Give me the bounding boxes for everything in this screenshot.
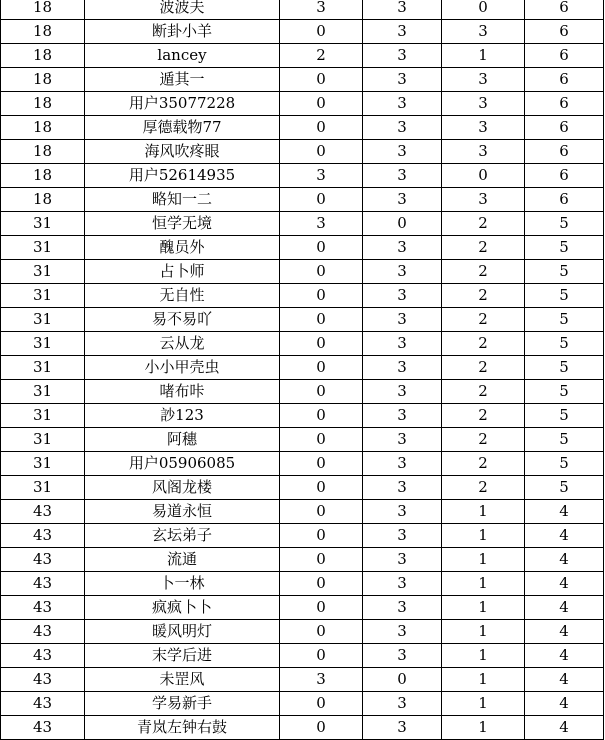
total-score-cell: 5 — [525, 476, 604, 500]
score-col-1-cell: 0 — [280, 20, 363, 44]
rank-cell: 18 — [1, 164, 85, 188]
score-col-3-cell: 3 — [442, 188, 525, 212]
total-score-cell: 4 — [525, 644, 604, 668]
rank-cell: 31 — [1, 332, 85, 356]
score-col-1-cell: 0 — [280, 332, 363, 356]
score-col-3-cell: 1 — [442, 668, 525, 692]
score-col-3-cell: 2 — [442, 452, 525, 476]
score-col-2-cell: 3 — [363, 188, 442, 212]
score-col-3-cell: 3 — [442, 116, 525, 140]
score-col-3-cell: 0 — [442, 164, 525, 188]
total-score-cell: 4 — [525, 500, 604, 524]
score-col-1-cell: 0 — [280, 524, 363, 548]
total-score-cell: 4 — [525, 524, 604, 548]
score-col-3-cell: 2 — [442, 476, 525, 500]
total-score-cell: 5 — [525, 332, 604, 356]
total-score-cell: 4 — [525, 572, 604, 596]
score-col-2-cell: 3 — [363, 236, 442, 260]
rank-cell: 31 — [1, 284, 85, 308]
total-score-cell: 4 — [525, 548, 604, 572]
score-col-1-cell: 0 — [280, 308, 363, 332]
score-col-2-cell: 3 — [363, 260, 442, 284]
name-cell: 遁其一 — [85, 68, 280, 92]
name-cell: 小小甲壳虫 — [85, 356, 280, 380]
score-col-2-cell: 3 — [363, 92, 442, 116]
score-col-2-cell: 3 — [363, 356, 442, 380]
score-col-1-cell: 0 — [280, 692, 363, 716]
table-row — [1, 644, 604, 668]
score-col-3-cell: 1 — [442, 572, 525, 596]
score-col-2-cell: 3 — [363, 380, 442, 404]
total-score-cell: 6 — [525, 140, 604, 164]
score-col-2-cell: 3 — [363, 500, 442, 524]
score-col-2-cell: 3 — [363, 404, 442, 428]
rank-cell: 31 — [1, 236, 85, 260]
score-col-1-cell: 0 — [280, 356, 363, 380]
score-col-3-cell: 2 — [442, 308, 525, 332]
score-col-3-cell: 1 — [442, 692, 525, 716]
table-row — [1, 0, 604, 20]
table-row — [1, 332, 604, 356]
name-cell: 疯疯卜卜 — [85, 596, 280, 620]
ranking-table-body — [1, 0, 604, 740]
total-score-cell: 5 — [525, 308, 604, 332]
score-col-2-cell: 0 — [363, 212, 442, 236]
score-col-2-cell: 3 — [363, 620, 442, 644]
table-row — [1, 188, 604, 212]
score-col-1-cell: 0 — [280, 140, 363, 164]
table-row — [1, 68, 604, 92]
table-row — [1, 716, 604, 740]
table-row — [1, 164, 604, 188]
total-score-cell: 5 — [525, 452, 604, 476]
rank-cell: 43 — [1, 620, 85, 644]
rank-cell: 43 — [1, 692, 85, 716]
score-col-3-cell: 2 — [442, 380, 525, 404]
score-col-1-cell: 0 — [280, 236, 363, 260]
score-col-3-cell: 0 — [442, 0, 525, 20]
score-col-3-cell: 1 — [442, 524, 525, 548]
rank-cell: 18 — [1, 44, 85, 68]
score-col-3-cell: 2 — [442, 356, 525, 380]
score-col-3-cell: 3 — [442, 68, 525, 92]
table-row — [1, 212, 604, 236]
rank-cell: 43 — [1, 500, 85, 524]
score-col-3-cell: 1 — [442, 44, 525, 68]
table-row — [1, 44, 604, 68]
name-cell: 无自性 — [85, 284, 280, 308]
score-col-3-cell: 2 — [442, 404, 525, 428]
score-col-1-cell: 0 — [280, 116, 363, 140]
score-col-1-cell: 0 — [280, 644, 363, 668]
table-row — [1, 572, 604, 596]
name-cell: 占卜师 — [85, 260, 280, 284]
table-row — [1, 524, 604, 548]
name-cell: 用户52614935 — [85, 164, 280, 188]
score-col-3-cell: 1 — [442, 716, 525, 740]
table-row — [1, 236, 604, 260]
score-col-3-cell: 1 — [442, 620, 525, 644]
name-cell: 醜员外 — [85, 236, 280, 260]
rank-cell: 18 — [1, 188, 85, 212]
score-col-2-cell: 3 — [363, 644, 442, 668]
name-cell: 卜一林 — [85, 572, 280, 596]
rank-cell: 43 — [1, 668, 85, 692]
name-cell: 玄坛弟子 — [85, 524, 280, 548]
score-col-3-cell: 2 — [442, 236, 525, 260]
score-col-1-cell: 0 — [280, 380, 363, 404]
rank-cell: 43 — [1, 596, 85, 620]
rank-cell: 18 — [1, 20, 85, 44]
score-col-2-cell: 3 — [363, 44, 442, 68]
table-row — [1, 140, 604, 164]
score-col-2-cell: 3 — [363, 332, 442, 356]
name-cell: 云从龙 — [85, 332, 280, 356]
table-row — [1, 596, 604, 620]
name-cell: 恒学无境 — [85, 212, 280, 236]
rank-cell: 31 — [1, 308, 85, 332]
total-score-cell: 5 — [525, 284, 604, 308]
score-col-1-cell: 0 — [280, 548, 363, 572]
total-score-cell: 4 — [525, 596, 604, 620]
score-col-1-cell: 0 — [280, 260, 363, 284]
score-col-2-cell: 3 — [363, 476, 442, 500]
table-row — [1, 260, 604, 284]
score-col-2-cell: 3 — [363, 524, 442, 548]
total-score-cell: 6 — [525, 68, 604, 92]
total-score-cell: 6 — [525, 116, 604, 140]
table-row — [1, 500, 604, 524]
rank-cell: 31 — [1, 404, 85, 428]
score-col-1-cell: 0 — [280, 716, 363, 740]
score-col-1-cell: 0 — [280, 500, 363, 524]
table-row — [1, 476, 604, 500]
score-col-1-cell: 0 — [280, 92, 363, 116]
name-cell: 青岚左钟右鼓 — [85, 716, 280, 740]
rank-cell: 31 — [1, 380, 85, 404]
total-score-cell: 6 — [525, 20, 604, 44]
table-row — [1, 620, 604, 644]
score-col-2-cell: 3 — [363, 308, 442, 332]
name-cell: 海风吹疼眼 — [85, 140, 280, 164]
name-cell: 流通 — [85, 548, 280, 572]
score-col-2-cell: 3 — [363, 548, 442, 572]
total-score-cell: 5 — [525, 260, 604, 284]
table-row — [1, 548, 604, 572]
name-cell: lancey — [85, 44, 280, 68]
score-col-2-cell: 3 — [363, 428, 442, 452]
total-score-cell: 6 — [525, 188, 604, 212]
total-score-cell: 4 — [525, 668, 604, 692]
name-cell: 訬123 — [85, 404, 280, 428]
score-col-2-cell: 3 — [363, 0, 442, 20]
name-cell: 风阁龙楼 — [85, 476, 280, 500]
rank-cell: 18 — [1, 0, 85, 20]
score-col-2-cell: 0 — [363, 668, 442, 692]
rank-cell: 31 — [1, 356, 85, 380]
total-score-cell: 5 — [525, 404, 604, 428]
score-col-1-cell: 2 — [280, 44, 363, 68]
name-cell: 暖风明灯 — [85, 620, 280, 644]
rank-cell: 43 — [1, 548, 85, 572]
rank-cell: 31 — [1, 428, 85, 452]
table-row — [1, 404, 604, 428]
score-col-1-cell: 0 — [280, 284, 363, 308]
score-col-1-cell: 3 — [280, 164, 363, 188]
table-row — [1, 356, 604, 380]
total-score-cell: 6 — [525, 0, 604, 20]
total-score-cell: 5 — [525, 380, 604, 404]
score-col-2-cell: 3 — [363, 692, 442, 716]
total-score-cell: 5 — [525, 212, 604, 236]
table-row — [1, 92, 604, 116]
table-row — [1, 308, 604, 332]
name-cell: 断卦小羊 — [85, 20, 280, 44]
total-score-cell: 5 — [525, 236, 604, 260]
score-col-2-cell: 3 — [363, 116, 442, 140]
rank-cell: 18 — [1, 140, 85, 164]
name-cell: 阿穗 — [85, 428, 280, 452]
score-col-3-cell: 3 — [442, 140, 525, 164]
score-col-1-cell: 0 — [280, 188, 363, 212]
score-col-2-cell: 3 — [363, 596, 442, 620]
score-col-3-cell: 3 — [442, 92, 525, 116]
score-col-1-cell: 3 — [280, 668, 363, 692]
score-col-2-cell: 3 — [363, 164, 442, 188]
total-score-cell: 5 — [525, 356, 604, 380]
total-score-cell: 6 — [525, 92, 604, 116]
name-cell: 未罡风 — [85, 668, 280, 692]
name-cell: 用户05906085 — [85, 452, 280, 476]
table-row — [1, 452, 604, 476]
rank-cell: 18 — [1, 92, 85, 116]
name-cell: 易道永恒 — [85, 500, 280, 524]
score-col-2-cell: 3 — [363, 20, 442, 44]
score-col-3-cell: 2 — [442, 284, 525, 308]
score-col-3-cell: 1 — [442, 596, 525, 620]
score-col-1-cell: 0 — [280, 452, 363, 476]
score-col-2-cell: 3 — [363, 140, 442, 164]
total-score-cell: 6 — [525, 164, 604, 188]
table-row — [1, 428, 604, 452]
score-col-3-cell: 1 — [442, 500, 525, 524]
table-row — [1, 692, 604, 716]
total-score-cell: 4 — [525, 692, 604, 716]
score-col-1-cell: 0 — [280, 620, 363, 644]
rank-cell: 31 — [1, 476, 85, 500]
name-cell: 略知一二 — [85, 188, 280, 212]
score-col-3-cell: 2 — [442, 260, 525, 284]
score-col-2-cell: 3 — [363, 572, 442, 596]
name-cell: 学易新手 — [85, 692, 280, 716]
score-col-3-cell: 1 — [442, 644, 525, 668]
name-cell: 易不易吖 — [85, 308, 280, 332]
total-score-cell: 4 — [525, 620, 604, 644]
score-col-3-cell: 1 — [442, 548, 525, 572]
score-col-1-cell: 0 — [280, 68, 363, 92]
table-row — [1, 284, 604, 308]
name-cell: 末学后进 — [85, 644, 280, 668]
name-cell: 厚德载物77 — [85, 116, 280, 140]
rank-cell: 31 — [1, 212, 85, 236]
table-row — [1, 20, 604, 44]
name-cell: 用户35077228 — [85, 92, 280, 116]
score-col-2-cell: 3 — [363, 284, 442, 308]
score-col-3-cell: 2 — [442, 428, 525, 452]
rank-cell: 31 — [1, 260, 85, 284]
table-row — [1, 668, 604, 692]
score-col-2-cell: 3 — [363, 68, 442, 92]
table-row — [1, 380, 604, 404]
rank-cell: 43 — [1, 716, 85, 740]
score-col-1-cell: 0 — [280, 572, 363, 596]
score-col-2-cell: 3 — [363, 452, 442, 476]
rank-cell: 43 — [1, 644, 85, 668]
score-col-2-cell: 3 — [363, 716, 442, 740]
total-score-cell: 4 — [525, 716, 604, 740]
rank-cell: 31 — [1, 452, 85, 476]
score-col-3-cell: 3 — [442, 20, 525, 44]
score-col-3-cell: 2 — [442, 212, 525, 236]
score-col-1-cell: 0 — [280, 596, 363, 620]
rank-cell: 43 — [1, 572, 85, 596]
total-score-cell: 6 — [525, 44, 604, 68]
score-col-1-cell: 3 — [280, 212, 363, 236]
score-col-1-cell: 0 — [280, 428, 363, 452]
score-col-1-cell: 0 — [280, 404, 363, 428]
name-cell: 啫布咔 — [85, 380, 280, 404]
name-cell: 波波夫 — [85, 0, 280, 20]
total-score-cell: 5 — [525, 428, 604, 452]
score-col-3-cell: 2 — [442, 332, 525, 356]
score-col-1-cell: 0 — [280, 476, 363, 500]
rank-cell: 18 — [1, 116, 85, 140]
table-row — [1, 116, 604, 140]
score-col-1-cell: 3 — [280, 0, 363, 20]
rank-cell: 43 — [1, 524, 85, 548]
rank-cell: 18 — [1, 68, 85, 92]
